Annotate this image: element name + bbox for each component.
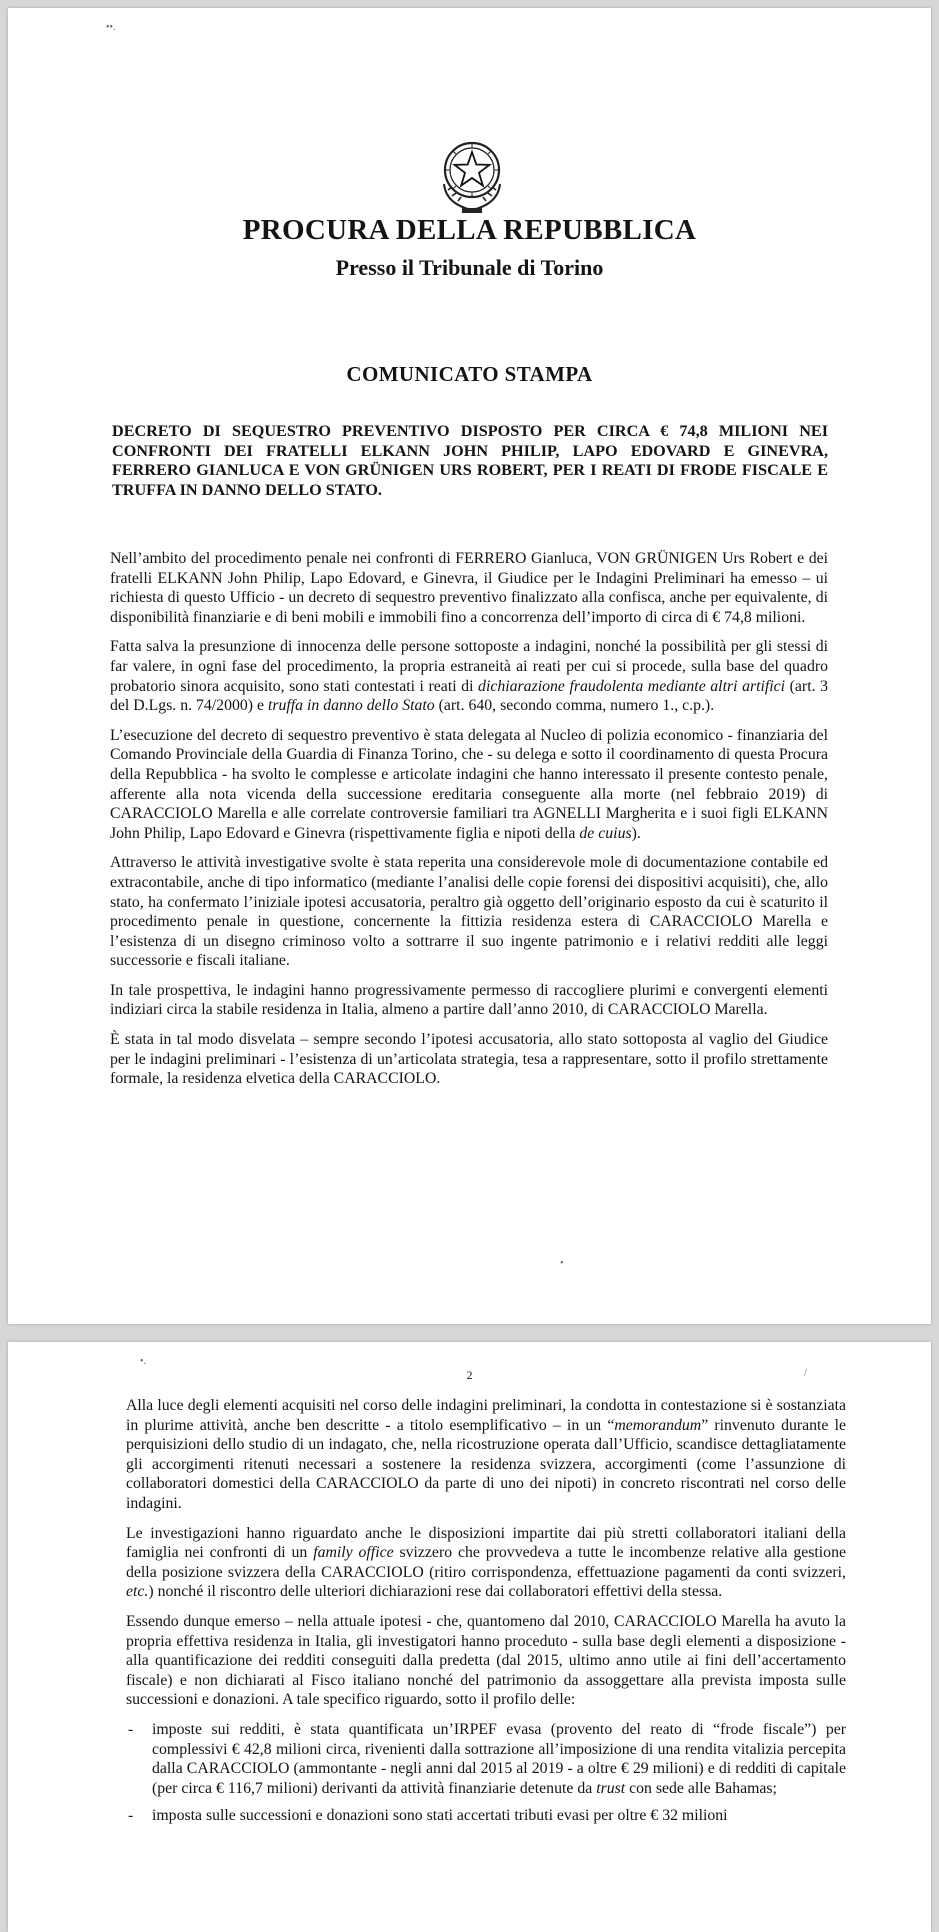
italic-term: etc. [126, 1583, 149, 1601]
page-1-body [110, 549, 828, 1099]
paragraph [110, 637, 828, 715]
paragraph-text: Attraverso le attività investigative svolte è stata reperita una considerevole mole di documentazione contabile ed extracontabile, anche di tipo informatico (mediante l’analisi delle copie forensi dei dispositivi acquisiti), che, allo stato, ha confermato l’iniziale ipotesi accusatoria, peraltro già oggetto dell’originario esposto da cui è scaturito il procedimento penale in questione, concernente la fittizia residenza estera di CARACCIOLO Marella e l’esistenza di un disegno criminoso volto a sottrarre il suo ingente patrimonio e i relativi redditi alle leggi successorie e fiscali italiane. [110, 854, 828, 970]
italic-term: truffa in danno dello Stato [267, 697, 435, 715]
italian-republic-emblem-icon [432, 134, 512, 216]
bullet-list [126, 1720, 846, 1826]
paragraph [126, 1396, 846, 1514]
paragraph [126, 1612, 846, 1710]
paragraph-text: In tale prospettiva, le indagini hanno progressivamente permesso di raccogliere plurimi e convergenti elementi indiziari circa la stabile residenza in Italia, almeno a partire dall’anno 2010, di CARACCIOLO Marella. [110, 981, 828, 1019]
scan-speck: •. [140, 1356, 147, 1367]
office-subtitle: Presso il Tribunale di Torino [335, 255, 604, 280]
paragraph [110, 1030, 828, 1089]
paragraph [110, 726, 828, 844]
list-item [126, 1720, 846, 1798]
paragraph [110, 549, 828, 627]
document-page-2 [8, 1342, 931, 1932]
page-2-body [126, 1396, 846, 1834]
paragraph-text: ) nonché il riscontro delle ulteriori dichiarazioni rese dai collaboratori effettivi della stessa. [148, 1583, 723, 1601]
paragraph-text: Essendo dunque emerso – nella attuale ipotesi - che, quantomeno dal 2010, CARACCIOLO Marella ha avuto la propria effettiva residenza in Italia, gli investigatori hanno proceduto - sulla base degli elementi a disposizione - alla quantificazione dei redditi conseguiti dalla predetta (dal 2015, ultimo anno utile ai fini dell’accertamento fiscale) e non dichiarati al Fisco italiano nonché del patrimonio da assoggettare alla prevista imposta sulle successioni e donazioni. A tale specifico riguardo, sotto il profilo delle: [126, 1612, 846, 1709]
scan-speck: ••. [106, 22, 116, 33]
list-item-text: con sede alle Bahamas; [625, 1779, 777, 1797]
scan-speck: • [560, 1258, 564, 1269]
paragraph-text: È stata in tal modo disvelata – sempre secondo l’ipotesi accusatoria, allo stato sottoposta al vaglio del Giudice per le indagini preliminari - l’esistenza di un’articolata strategia, tesa a rappresentare, sotto il profilo strettamente formale, la residenza elvetica della CARACCIOLO. [110, 1031, 828, 1088]
italic-term: family office [313, 1544, 394, 1562]
italic-term: de cuius [579, 824, 632, 842]
paragraph-text: Alla luce degli elementi acquisiti nel corso delle indagini preliminari, la condotta in contestazione si è sostanziata in plurime attività, anche ben descritte - a titolo esemplificativo – in un “ [126, 1397, 846, 1434]
paragraph [110, 853, 828, 971]
list-item-text: imposte sui redditi, è stata quantificata un’IRPEF evasa (provento del reato di “frode fiscale”) per complessivi € 42,8 milioni circa, rivenienti dalla sottrazione all’imposizione di una rendita vitalizia percepita dalla CARACCIOLO (ammontante - negli anni dal 2015 al 2019 - a oltre € 29 milioni) e di redditi di capitale (per circa € 116,7 milioni) derivanti da attività finanziarie detenute da [152, 1720, 846, 1797]
paragraph-text: (art. 640, secondo comma, numero 1., c.p.). [434, 697, 715, 715]
paragraph [110, 981, 828, 1020]
list-item [126, 1806, 846, 1826]
paragraph-text: L’esecuzione del decreto di sequestro preventivo è stata delegata al Nucleo di polizia economico - finanziaria del Comando Provinciale della Guardia di Finanza Torino, che - su delega e sotto il coordinamento di questa Procura della Repubblica - ha svolto le complesse e articolate indagini che hanno interessato il presente contesto penale, afferente alla nota vicenda della successione ereditaria conseguente alla morte (nel febbraio 2019) di CARACCIOLO Marella e alle correlate controversie familiari tra AGNELLI Margherita e i suoi figli ELKANN John Philip, Lapo Edovard e Ginevra (rispettivamente figlia e nipoti della [110, 726, 828, 842]
italic-term: trust [596, 1779, 626, 1797]
scan-mark: / [804, 1368, 807, 1379]
paragraph-text: Le investigazioni hanno riguardato anche le disposizioni impartite dai più stretti collaboratori italiani della famiglia nei confronti di un [126, 1524, 846, 1562]
paragraph-text: svizzero che provvedeva a tutte le incombenze relative alla gestione della posizione svizzera della CARACCIOLO (ritiro corrispondenza, effettuazione pagamenti da conti svizzeri, [126, 1544, 846, 1581]
document-page-1 [8, 8, 931, 1324]
italic-term: memorandum [614, 1416, 702, 1434]
italic-term: dichiarazione fraudolenta mediante altri artifici [478, 677, 786, 695]
press-release-heading: COMUNICATO STAMPA [346, 362, 593, 386]
paragraph-text: Nell’ambito del procedimento penale nei confronti di FERRERO Gianluca, VON GRÜNIGEN Urs Robert e dei fratelli ELKANN John Philip, Lapo Edovard, e Ginevra, il Giudice per le Indagini Preliminari ha emesso – ui richiesta di questo Ufficio - un decreto di sequestro preventivo finalizzato alla confisca, anche per equivalente, di disponibilità finanziarie e di beni mobili e immobili fino a concorrenza dell’importo di circa di € 74,8 milioni. [110, 550, 828, 626]
decree-title: DECRETO DI SEQUESTRO PREVENTIVO DISPOSTO PER CIRCA € 74,8 MILIONI NEI CONFRONTI DEI FRATELLI ELKANN JOHN PHILIP, LAPO EDOVARD E GINEVRA, FERRERO GIANLUCA E VON GRÜNIGEN URS ROBERT, PER I REATI DI FRODE FISCALE E TRUFFA IN DANNO DELLO STATO. [112, 422, 828, 499]
list-item-text: imposta sulle successioni e donazioni sono stati accertati tributi evasi per oltre € 32 milioni [152, 1807, 728, 1825]
paragraph [126, 1524, 846, 1602]
paragraph-text: ). [631, 824, 641, 842]
paragraph-text: ” rinvenuto durante le perquisizioni dello studio di un indagato, che, nella ricostruzione operata dall’Ufficio, scandisce dettagliatamente gli accorgimenti ritenuti necessari a sostenere la residenza svizzera, accorgimenti (come l’assunzione di collaboratori domestici della CARACCIOLO da parte di uno dei nipoti) in concreto riscontrati nel corso delle indagini. [126, 1416, 846, 1512]
page-number: 2 [466, 1368, 473, 1382]
paragraph-text: (art. 3 del D.Lgs. n. 74/2000) e [110, 677, 829, 715]
office-title: PROCURA DELLA REPUBBLICA [242, 214, 697, 246]
paragraph-text: Fatta salva la presunzione di innocenza delle persone sottoposte a indagini, nonché la possibilità per gli stessi di far valere, in ogni fase del procedimento, la propria estraneità ai reati per cui si procede, sulla base del quadro probatorio sinora acquisito, sono stati contestati i reati di [110, 638, 828, 695]
